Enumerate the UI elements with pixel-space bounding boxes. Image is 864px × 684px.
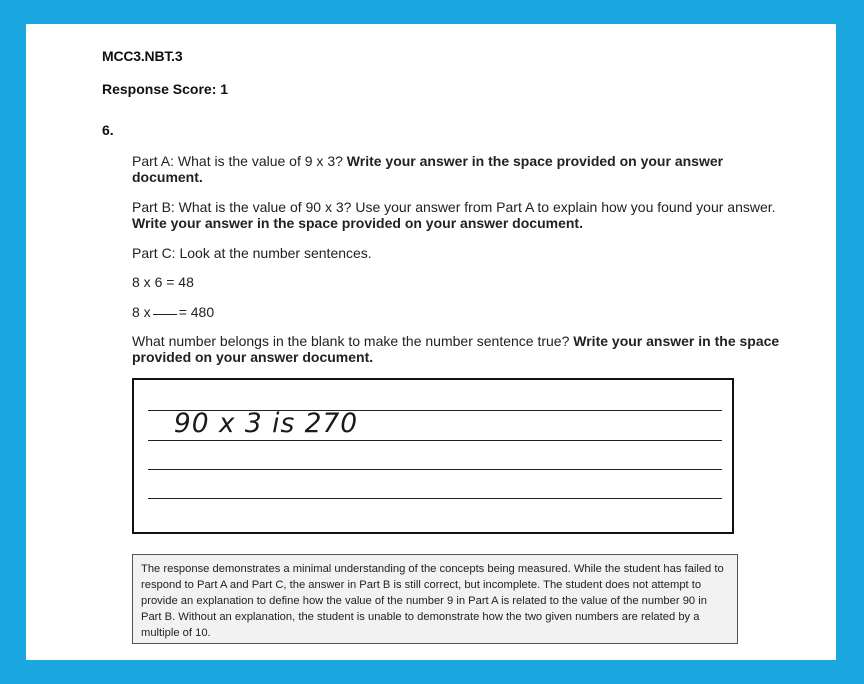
student-answer-box (132, 378, 734, 534)
number-sentence-1: 8 x 6 = 48 (132, 274, 194, 290)
part-b (132, 199, 782, 231)
scoring-rationale: The response demonstrates a minimal understanding of the concepts being measured. While the student has failed to respond to Part A and Part C, the answer in Part B is still correct, but incomplete. The student does not attempt to provide an explanation to define how the value of the number 9 in Part A is related to the value of the number 90 in Part B. Without an explanation, the student is unable to demonstrate how the two given numbers are related by a multiple of 10. (132, 554, 738, 644)
response-score: Response Score: 1 (102, 81, 229, 97)
number-sentence-2-suffix: = 480 (178, 304, 215, 320)
student-handwritten-answer: 90 x 3 is 270 (173, 408, 359, 439)
answer-line (148, 440, 722, 441)
part-c-question-text: What number belongs in the blank to make the number sentence true? (132, 333, 574, 349)
sentence-blank (153, 314, 177, 315)
part-b-instruction: Write your answer in the space provided on your answer document. (132, 215, 583, 231)
number-sentence-2 (132, 304, 782, 320)
part-b-text: Part B: What is the value of 90 x 3? Use your answer from Part A to explain how you found your answer. (132, 199, 776, 215)
answer-line (148, 498, 722, 499)
standard-code: MCC3.NBT.3 (102, 48, 183, 64)
question-number: 6. (102, 122, 114, 138)
part-c-instruction: Write your answer in the space provided on your answer document. (132, 333, 780, 365)
part-c-question (132, 333, 782, 365)
scoring-page (26, 24, 836, 660)
part-c: Part C: Look at the number sentences. (132, 245, 372, 261)
number-sentence-2-prefix: 8 x (132, 304, 151, 320)
part-a-instruction: Write your answer in the space provided on your answer document. (132, 153, 724, 185)
part-a-text: Part A: What is the value of 9 x 3? (132, 153, 347, 169)
answer-line (148, 469, 722, 470)
part-a (132, 153, 782, 185)
